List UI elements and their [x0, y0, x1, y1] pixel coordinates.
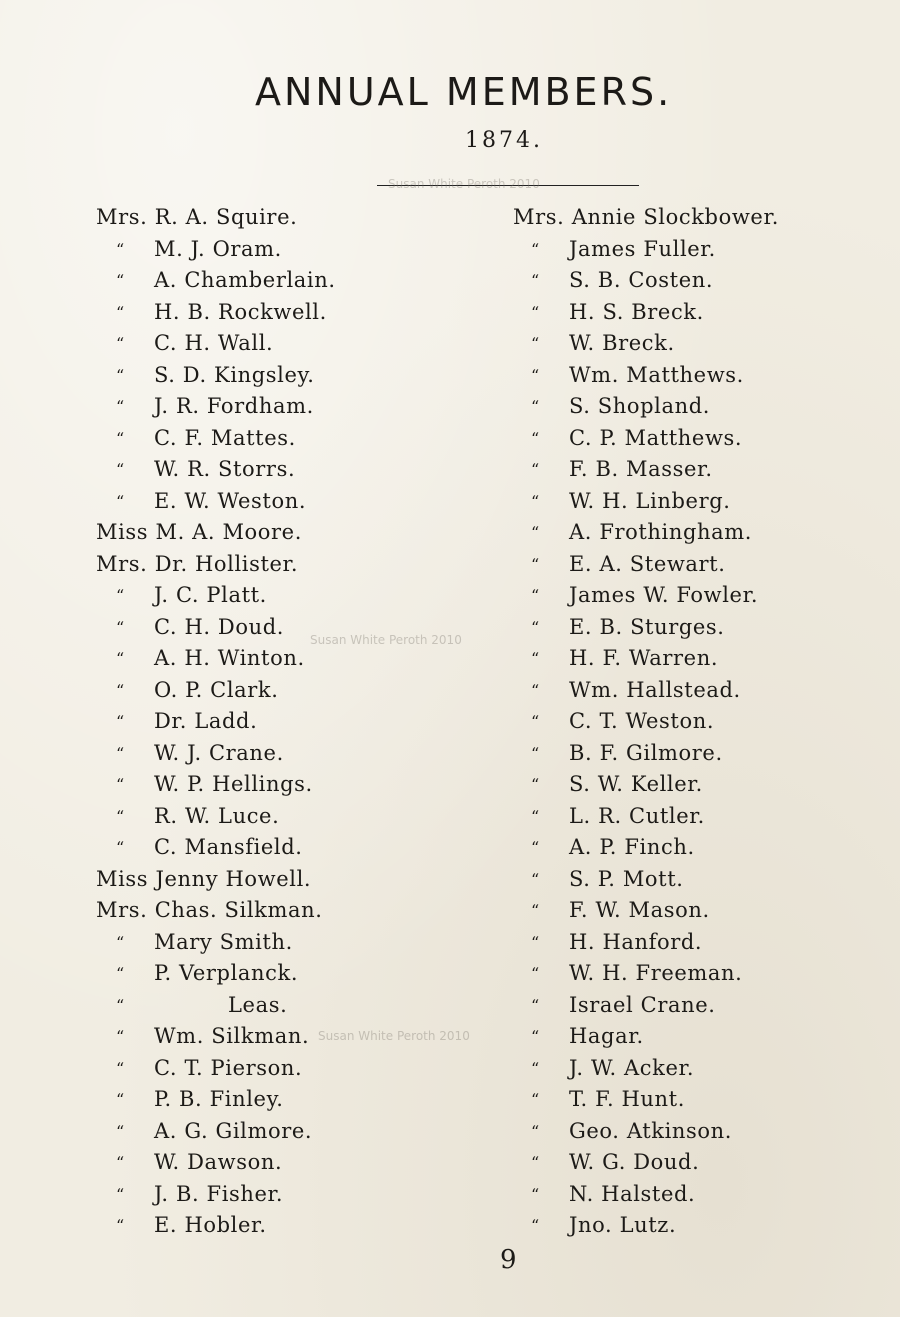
member-name: S. D. Kingsley.	[154, 362, 315, 387]
member-name: C. T. Weston.	[569, 709, 715, 733]
ditto-mark: “	[531, 397, 540, 416]
member-entry	[96, 360, 336, 392]
ditto-mark: “	[531, 239, 540, 259]
member-name: C. P. Matthews.	[569, 425, 743, 450]
ditto-mark: “	[531, 460, 540, 479]
member-entry	[96, 706, 336, 738]
member-entry	[513, 958, 779, 990]
member-name: W. Breck.	[569, 331, 675, 355]
member-name: P. B. Finley.	[154, 1087, 284, 1111]
member-name: Wm. Hallstead.	[569, 677, 741, 702]
member-name: F. B. Masser.	[569, 457, 713, 481]
ditto-mark: “	[531, 586, 540, 605]
member-entry	[96, 738, 336, 770]
member-entry	[513, 423, 779, 455]
ditto-mark: “	[116, 680, 125, 700]
member-name: Chas. Silkman.	[154, 898, 323, 922]
member-name: A. G. Gilmore.	[154, 1118, 313, 1143]
member-entry	[513, 297, 779, 329]
ditto-mark: “	[116, 1216, 125, 1235]
member-name: E. Hobler.	[154, 1213, 267, 1237]
ditto-mark: “	[116, 932, 125, 952]
member-entry	[96, 202, 336, 234]
member-entry	[96, 643, 336, 675]
member-name: E. B. Sturges.	[569, 614, 725, 639]
ditto-mark: “	[531, 649, 540, 668]
member-entry	[96, 1147, 336, 1179]
member-name: H. F. Warren.	[569, 646, 719, 670]
ditto-mark: “	[531, 743, 540, 763]
member-name: C. Mansfield.	[154, 835, 303, 859]
member-entry	[96, 580, 336, 612]
member-entry	[96, 895, 336, 927]
member-name: H. Hanford.	[569, 929, 703, 954]
ditto-mark: “	[116, 1058, 125, 1078]
member-entry	[96, 832, 336, 864]
ditto-mark: “	[531, 1058, 540, 1078]
ditto-mark: “	[531, 806, 540, 826]
member-name: S. B. Costen.	[569, 268, 714, 292]
member-entry	[513, 1053, 779, 1085]
member-name: W. Dawson.	[154, 1150, 283, 1174]
ditto-mark: “	[531, 932, 540, 952]
member-entry	[96, 769, 336, 801]
member-entry	[96, 927, 336, 959]
member-entry	[513, 1116, 779, 1148]
ditto-mark: “	[531, 554, 540, 574]
ditto-mark: “	[531, 712, 540, 731]
watermark: Susan White Peroth 2010	[318, 1029, 470, 1043]
member-name: A. P. Finch.	[569, 835, 695, 859]
member-name: Jno. Lutz.	[569, 1213, 677, 1237]
member-entry	[96, 675, 336, 707]
ditto-mark: “	[531, 1216, 540, 1235]
member-name: C. H. Doud.	[154, 614, 285, 639]
ditto-mark: “	[116, 806, 125, 826]
member-entry	[513, 486, 779, 518]
member-name: S. P. Mott.	[569, 866, 684, 891]
member-name: Dr. Ladd.	[154, 709, 258, 733]
member-name: C. F. Mattes.	[154, 425, 296, 450]
member-entry	[96, 423, 336, 455]
member-entry	[513, 832, 779, 864]
member-entry	[513, 769, 779, 801]
member-entry	[96, 265, 336, 297]
member-name: O. P. Clark.	[154, 677, 279, 702]
page-title: ANNUAL MEMBERS.	[255, 70, 673, 114]
member-entry	[96, 1053, 336, 1085]
member-name: Israel Crane.	[569, 992, 716, 1017]
ditto-mark: “	[531, 365, 540, 385]
member-name: S. Shopland.	[569, 394, 711, 418]
ditto-mark: “	[116, 1090, 125, 1109]
member-name: Mary Smith.	[154, 929, 293, 954]
member-entry	[96, 1179, 336, 1211]
ditto-mark: “	[531, 838, 540, 857]
member-entry	[513, 643, 779, 675]
member-title: Miss	[96, 520, 149, 544]
member-name: B. F. Gilmore.	[569, 740, 723, 765]
member-entry	[96, 801, 336, 833]
member-name: J. B. Fisher.	[154, 1181, 284, 1206]
member-name: A. H. Winton.	[154, 646, 305, 670]
member-entry	[513, 1179, 779, 1211]
member-title: Mrs.	[513, 205, 565, 229]
member-entry	[513, 202, 779, 234]
ditto-mark: “	[531, 334, 540, 353]
page-number: 9	[500, 1245, 517, 1275]
member-entry	[96, 864, 336, 896]
member-name: R. A. Squire.	[154, 205, 298, 229]
member-name: R. W. Luce.	[154, 803, 280, 828]
ditto-mark: “	[531, 869, 540, 889]
ditto-mark: “	[531, 680, 540, 700]
member-name: W. G. Doud.	[569, 1150, 700, 1174]
ditto-mark: “	[531, 302, 540, 322]
member-entry	[96, 958, 336, 990]
member-entry	[96, 612, 336, 644]
member-name: Hagar.	[569, 1024, 644, 1048]
ditto-mark: “	[531, 523, 540, 542]
member-name: J. W. Acker.	[569, 1055, 695, 1080]
member-name: James Fuller.	[569, 236, 716, 261]
member-entry	[513, 391, 779, 423]
member-name: C. H. Wall.	[154, 331, 274, 355]
ditto-mark: “	[531, 271, 540, 290]
member-name: L. R. Cutler.	[569, 803, 705, 828]
member-entry	[513, 990, 779, 1022]
member-entry	[96, 486, 336, 518]
right-member-list	[513, 202, 779, 1242]
member-entry	[513, 360, 779, 392]
member-entry	[513, 801, 779, 833]
member-entry	[96, 1084, 336, 1116]
member-name: A. Frothingham.	[569, 520, 753, 544]
member-entry	[96, 517, 336, 549]
ditto-mark: “	[531, 491, 540, 511]
ditto-mark: “	[116, 397, 125, 416]
member-entry	[513, 864, 779, 896]
watermark: Susan White Peroth 2010	[388, 177, 540, 191]
member-entry	[513, 1021, 779, 1053]
member-name: E. A. Stewart.	[569, 551, 726, 576]
member-name: Dr. Hollister.	[154, 551, 299, 576]
ditto-mark: “	[116, 271, 125, 290]
left-member-list	[96, 202, 336, 1242]
ditto-mark: “	[531, 1153, 540, 1172]
member-entry	[513, 612, 779, 644]
member-name: W. R. Storrs.	[154, 457, 296, 481]
ditto-mark: “	[116, 428, 125, 448]
member-entry	[513, 927, 779, 959]
ditto-mark: “	[116, 1184, 125, 1204]
member-entry	[96, 454, 336, 486]
member-entry	[96, 328, 336, 360]
member-entry	[513, 328, 779, 360]
ditto-mark: “	[116, 1027, 125, 1046]
member-entry	[513, 517, 779, 549]
member-entry	[513, 895, 779, 927]
member-entry	[96, 391, 336, 423]
ditto-mark: “	[116, 712, 125, 731]
ditto-mark: “	[531, 1027, 540, 1046]
member-name: P. Verplanck.	[154, 961, 299, 985]
member-title: Mrs.	[96, 898, 148, 922]
member-name: F. W. Mason.	[569, 898, 710, 922]
member-name: H. S. Breck.	[569, 299, 704, 324]
member-entry	[513, 549, 779, 581]
member-name: James W. Fowler.	[569, 583, 759, 607]
member-name: Leas.	[228, 992, 288, 1017]
member-entry	[513, 706, 779, 738]
member-name: Annie Slockbower.	[571, 205, 780, 229]
member-name: Geo. Atkinson.	[569, 1118, 733, 1143]
member-entry	[96, 1116, 336, 1148]
member-entry	[96, 549, 336, 581]
member-name: N. Halsted.	[569, 1181, 696, 1206]
ditto-mark: “	[531, 901, 540, 920]
member-name: Wm. Silkman.	[154, 1024, 310, 1048]
ditto-mark: “	[531, 617, 540, 637]
ditto-mark: “	[116, 302, 125, 322]
ditto-mark: “	[116, 1121, 125, 1141]
ditto-mark: “	[116, 838, 125, 857]
ditto-mark: “	[116, 995, 125, 1015]
member-name: M. J. Oram.	[154, 236, 282, 261]
ditto-mark: “	[116, 617, 125, 637]
member-name: J. C. Platt.	[154, 583, 267, 607]
member-name: W. P. Hellings.	[154, 772, 313, 796]
ditto-mark: “	[531, 1090, 540, 1109]
ditto-mark: “	[116, 334, 125, 353]
member-name: E. W. Weston.	[154, 488, 307, 513]
member-entry	[513, 1084, 779, 1116]
member-entry	[96, 297, 336, 329]
member-entry	[513, 738, 779, 770]
member-name: W. H. Linberg.	[569, 488, 731, 513]
member-name: A. Chamberlain.	[154, 268, 336, 292]
member-name: Wm. Matthews.	[569, 362, 744, 387]
member-name: J. R. Fordham.	[154, 394, 314, 418]
ditto-mark: “	[116, 743, 125, 763]
ditto-mark: “	[116, 649, 125, 668]
ditto-mark: “	[116, 491, 125, 511]
ditto-mark: “	[116, 460, 125, 479]
ditto-mark: “	[531, 428, 540, 448]
ditto-mark: “	[116, 964, 125, 983]
member-entry	[513, 265, 779, 297]
ditto-mark: “	[116, 365, 125, 385]
member-entry	[96, 1021, 336, 1053]
ditto-mark: “	[531, 995, 540, 1015]
member-title: Mrs.	[96, 205, 148, 229]
member-title: Mrs.	[96, 551, 148, 576]
member-entry	[513, 1147, 779, 1179]
member-title: Miss	[96, 866, 149, 891]
member-entry	[513, 234, 779, 266]
member-name: W. H. Freeman.	[569, 961, 743, 985]
member-name: W. J. Crane.	[154, 740, 284, 765]
ditto-mark: “	[116, 586, 125, 605]
ditto-mark: “	[531, 1184, 540, 1204]
page-year: 1874.	[465, 128, 543, 153]
member-entry	[513, 580, 779, 612]
member-entry	[96, 990, 336, 1022]
member-entry	[96, 234, 336, 266]
ditto-mark: “	[531, 775, 540, 794]
member-entry	[513, 454, 779, 486]
ditto-mark: “	[116, 239, 125, 259]
member-entry	[96, 1210, 336, 1242]
member-entry	[513, 675, 779, 707]
member-name: Jenny Howell.	[155, 866, 312, 891]
ditto-mark: “	[531, 964, 540, 983]
member-name: S. W. Keller.	[569, 772, 703, 796]
ditto-mark: “	[531, 1121, 540, 1141]
member-name: C. T. Pierson.	[154, 1055, 303, 1080]
ditto-mark: “	[116, 775, 125, 794]
member-name: T. F. Hunt.	[569, 1087, 685, 1111]
member-name: M. A. Moore.	[155, 520, 302, 544]
ditto-mark: “	[116, 1153, 125, 1172]
watermark: Susan White Peroth 2010	[310, 633, 462, 647]
member-name: H. B. Rockwell.	[154, 299, 327, 324]
member-entry	[513, 1210, 779, 1242]
